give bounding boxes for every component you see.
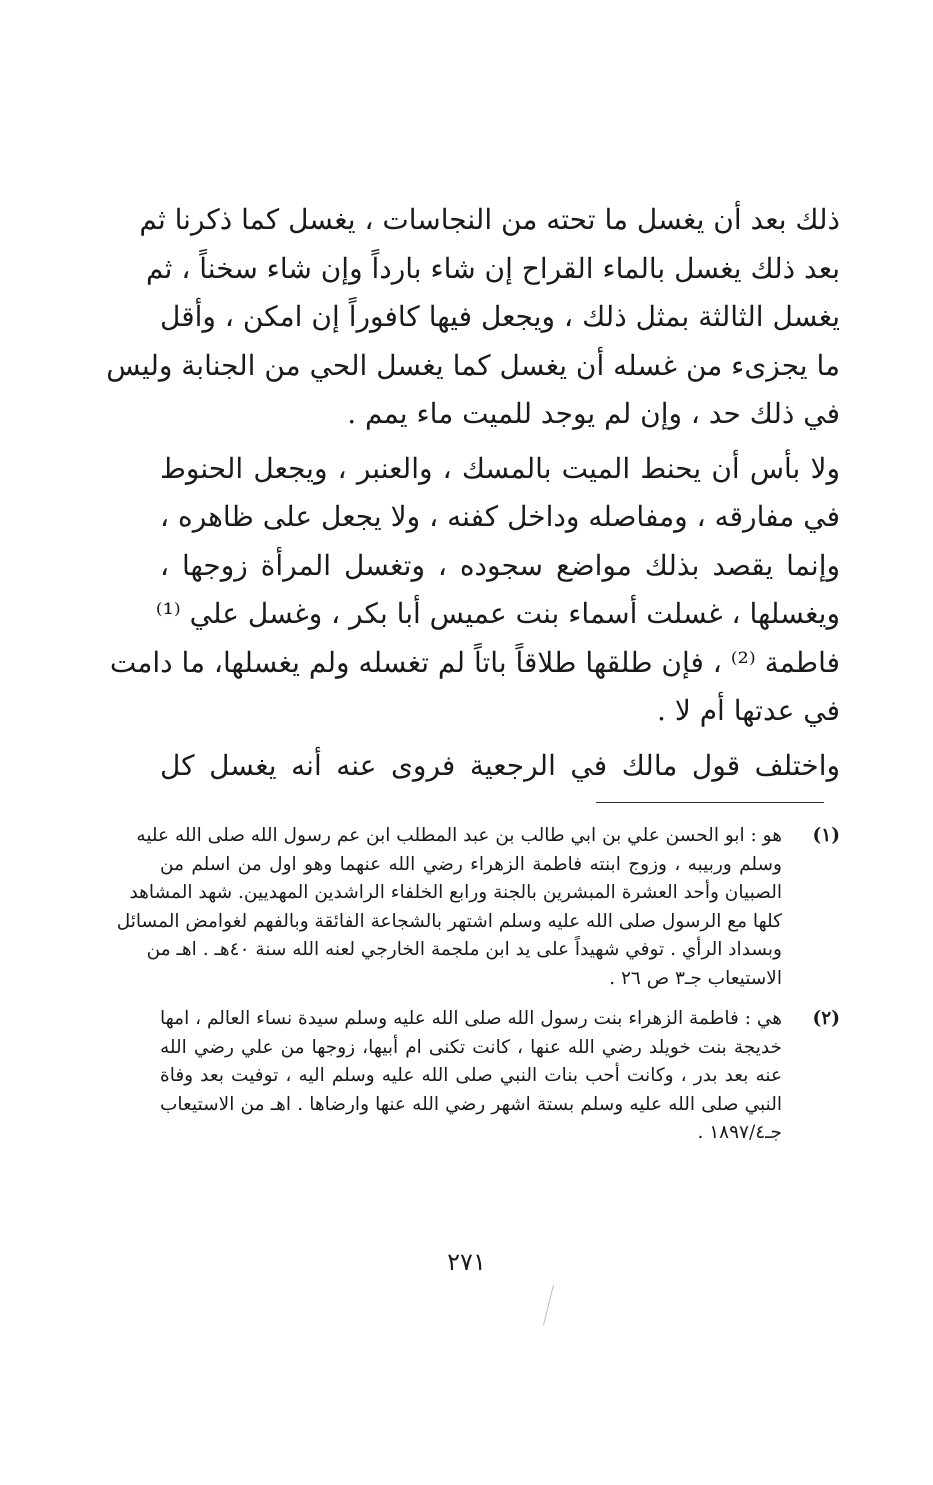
text-line: ذلك بعد أن يغسل ما تحته من النجاسات ، يغسل كما ذكرنا ثم — [139, 203, 840, 236]
paragraph — [109, 445, 840, 736]
footnote-line: كلها مع الرسول صلى الله عليه وسلم اشتهر بالشجاعة الفائقة وبالفهم لغوامض المسائل — [116, 910, 782, 932]
footnote-line: هي : فاطمة الزهراء بنت رسول الله صلى الله عليه وسلم سيدة نساء العالم ، امها — [160, 1008, 782, 1029]
text-line: بعد ذلك يغسل بالماء القراح إن شاء بارداً وإن شاء سخناً ، ثم — [146, 251, 840, 285]
footnotes — [116, 822, 840, 1148]
footnote-number: (١) — [812, 825, 840, 846]
footnote-line: خديجة بنت خويلد رضي الله عنها ، كانت تكنى ام أبيها، زوجها من علي رضي الله — [160, 1036, 782, 1058]
text-line: في ذلك حد ، وإن لم يوجد للميت ماء يمم . — [347, 397, 840, 430]
text-line: في عدتها أم لا . — [657, 694, 840, 727]
paragraph — [106, 196, 840, 439]
text-line: ولا بأس أن يحنط الميت بالمسك ، والعنبر ، ويجعل الحنوط — [160, 451, 840, 485]
text-line: ما يجزىء من غسله أن يغسل كما يغسل الحي من الجنابة وليس — [106, 348, 840, 382]
text-line: يغسل الثالثة بمثل ذلك ، ويجعل فيها كافوراً إن امكن ، وأقل — [160, 300, 840, 333]
footnote-line: النبي صلى الله عليه وسلم بستة اشهر رضي الله عنها وارضاها . اهـ من الاستيعاب — [160, 1093, 782, 1115]
footnote — [160, 1005, 840, 1148]
text-line: وإنما يقصد بذلك مواضع سجوده ، وتغسل المرأة زوجها ، — [160, 548, 840, 582]
footnote-line: وبسداد الرأي . توفي شهيداً على يد ابن ملجمة الخارجي لعنه الله سنة ٤٠هـ . اهـ من — [146, 939, 782, 960]
text-line: فاطمة ⁽²⁾ ، فإن طلقها طلاقاً باتاً لم تغسله ولم يغسلها، ما دامت — [109, 645, 840, 679]
footnote-line: الاستيعاب جـ٣ ص ٢٦ . — [609, 967, 782, 989]
footnote-number: (٢) — [812, 1008, 840, 1029]
scan-mark — [543, 1285, 554, 1326]
paragraph — [160, 742, 840, 791]
footnote-line: الصبيان وأحد العشرة المبشرين بالجنة ورابع الخلفاء الراشدين المهديين. شهد المشاهد — [129, 882, 782, 903]
text-line: واختلف قول مالك في الرجعية فروى عنه أنه يغسل كل — [160, 748, 840, 782]
footnote-line: عنه بعد بدر ، وكانت أحب بنات النبي صلى الله عليه وسلم اليه ، توفيت بعد وفاة — [160, 1065, 782, 1086]
footnote-separator — [596, 802, 824, 803]
page-number: ٢٧١ — [447, 1248, 486, 1276]
footnote-line: جـ١٨٩٧/٤ . — [697, 1122, 782, 1143]
footnote-line: وسلم وربيبه ، وزوج ابنته فاطمة الزهراء رضي الله عنهما وهو اول من اسلم من — [160, 853, 782, 875]
text-line: في مفارقه ، ومفاصله وداخل كفنه ، ولا يجعل على ظاهره ، — [160, 500, 840, 533]
footnote — [116, 822, 840, 993]
text-line: ويغسلها ، غسلت أسماء بنت عميس أبا بكر ، وغسل علي ⁽¹⁾ — [155, 597, 840, 630]
body-text — [106, 196, 840, 790]
footnote-line: هو : ابو الحسن علي بن ابي طالب بن عبد المطلب ابن عم رسول الله صلى الله عليه — [136, 825, 782, 846]
